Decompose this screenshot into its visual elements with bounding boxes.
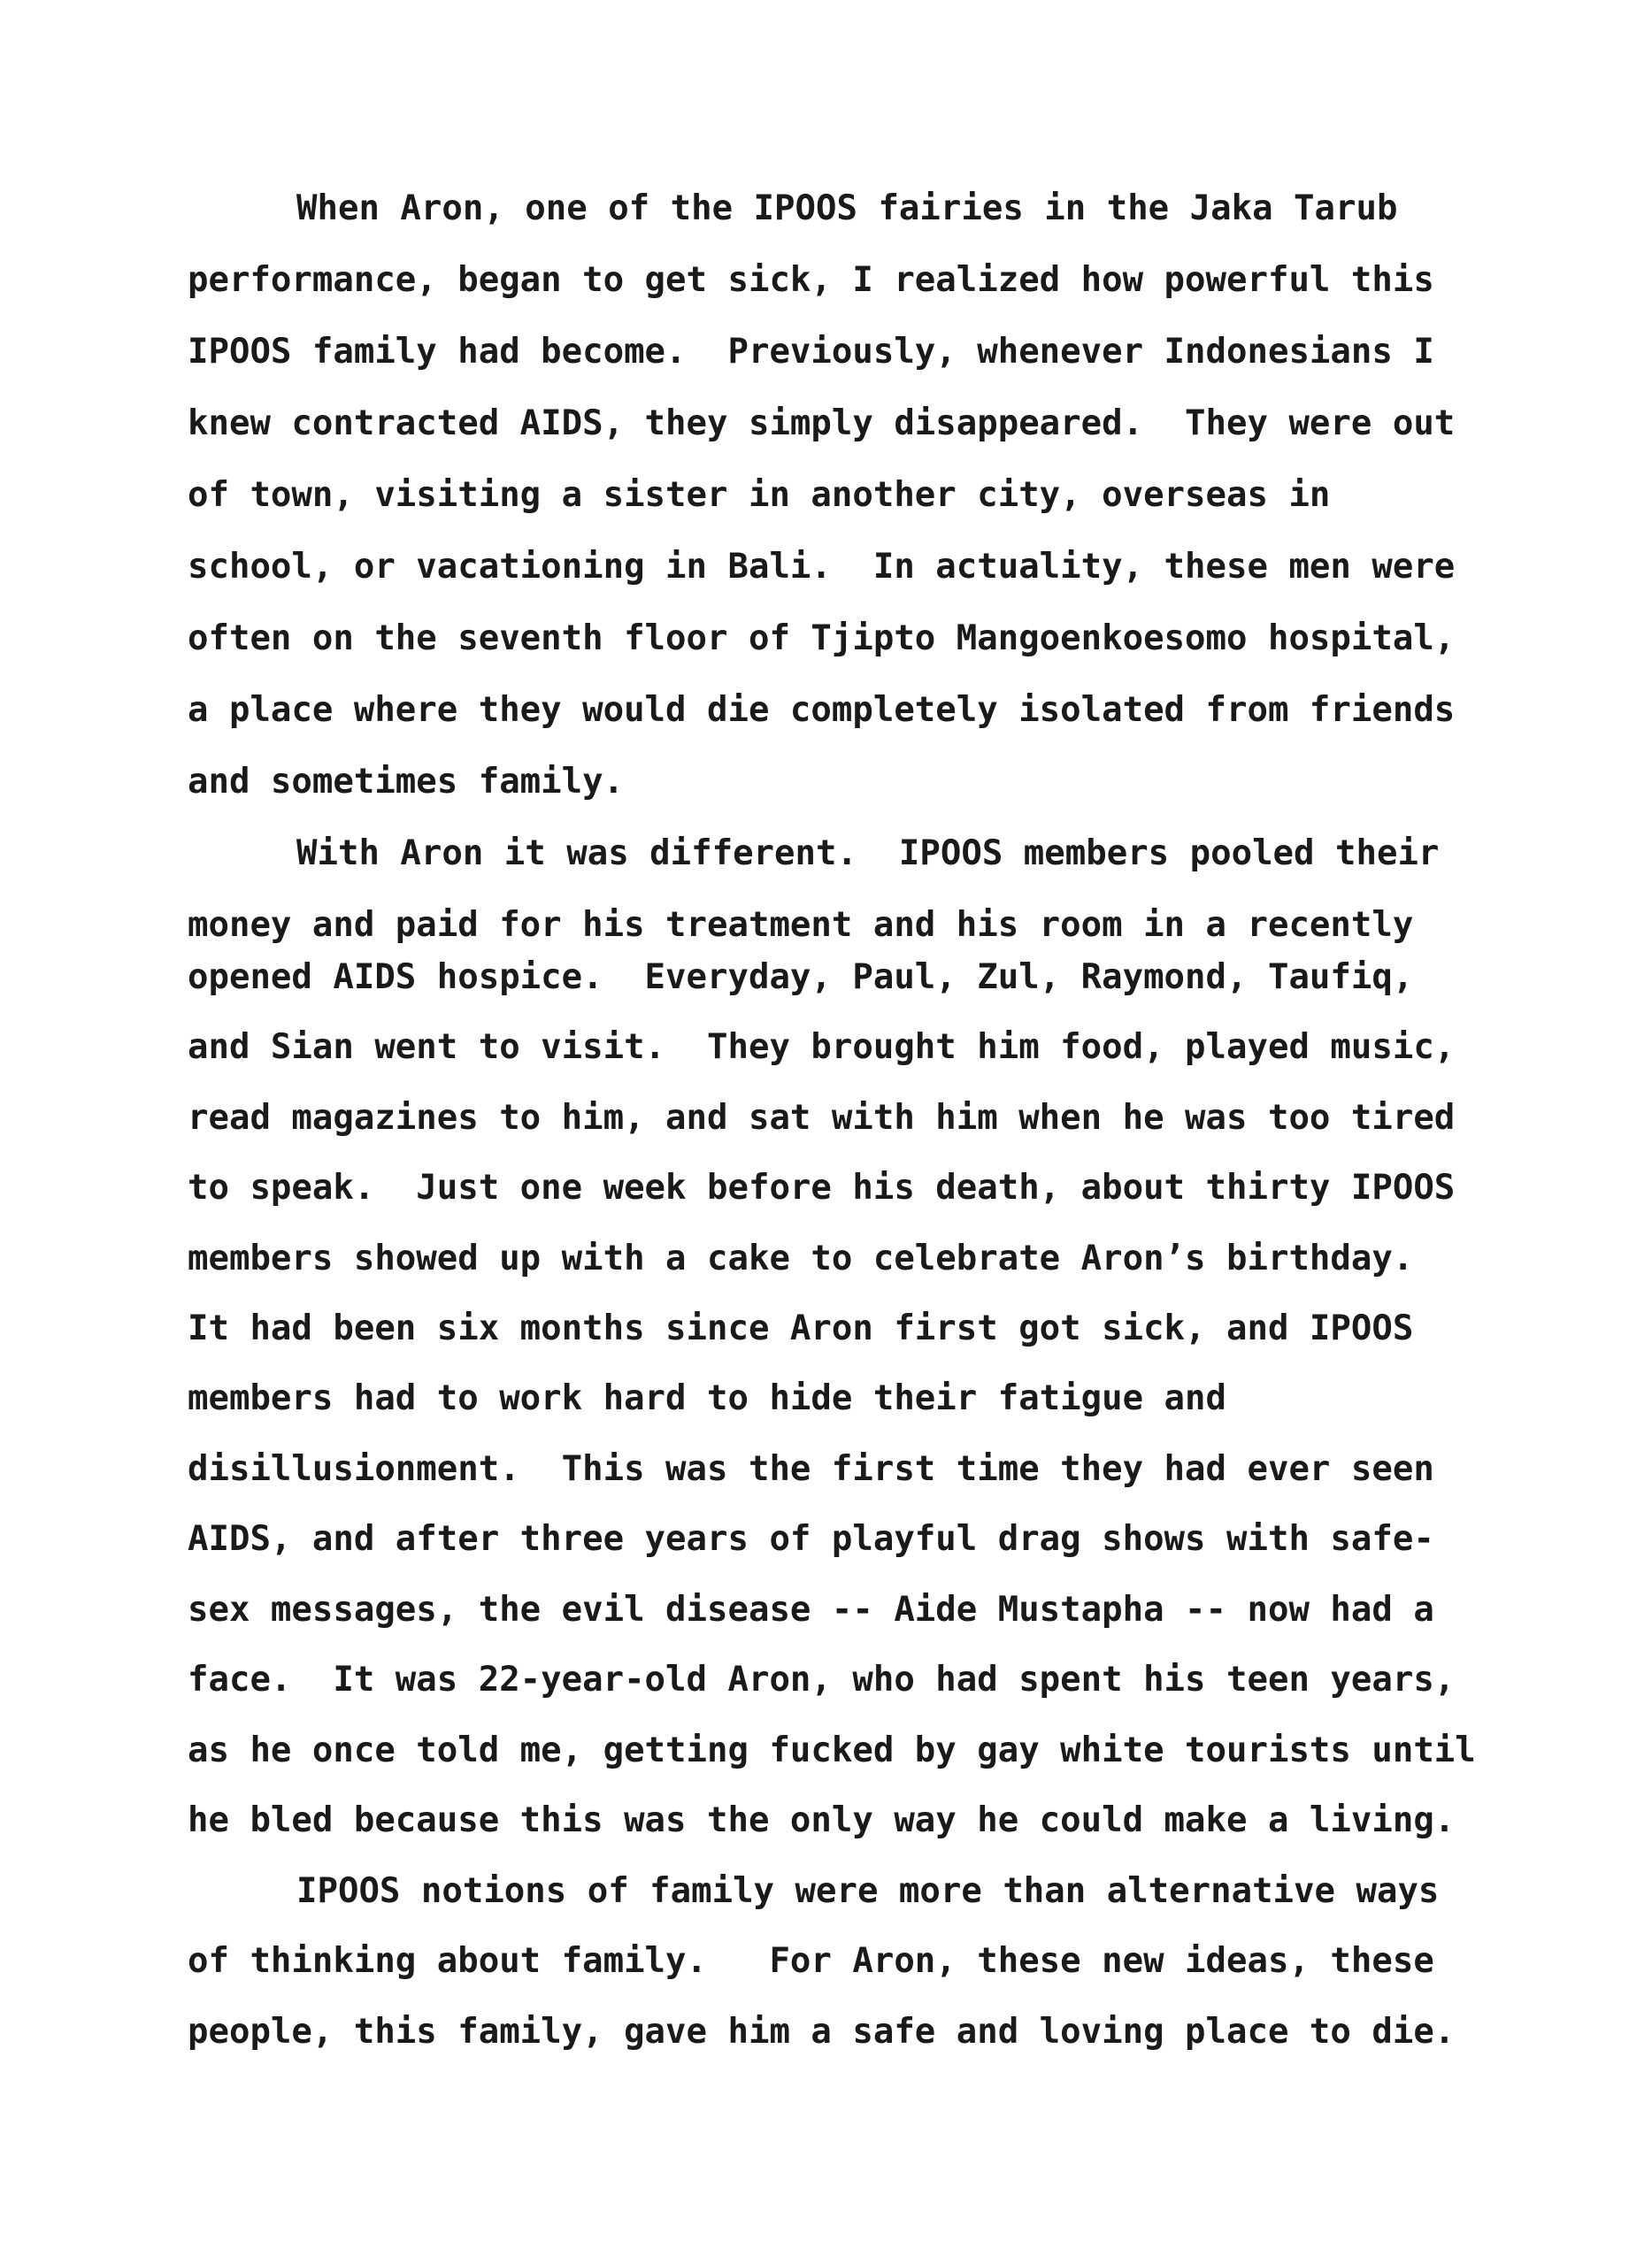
- paragraph-3-line-3: people, this family, gave him a safe and loving place to die.: [188, 2012, 1456, 2052]
- paragraph-2-line-12: sex messages, the evil disease -- Aide Mustapha -- now had a: [188, 1590, 1434, 1630]
- paragraph-2-line-7: members showed up with a cake to celebrate Aron’s birthday.: [188, 1239, 1414, 1278]
- paragraph-1-line-5: of town, visiting a sister in another city, overseas in: [188, 475, 1331, 515]
- paragraph-1-line-8: a place where they would die completely isolated from friends: [188, 690, 1456, 730]
- paragraph-2-line-2: money and paid for his treatment and his room in a recently: [188, 905, 1414, 945]
- paragraph-3-line-2: of thinking about family. For Aron, these new ideas, these: [188, 1941, 1434, 1981]
- paragraph-1-line-4: knew contracted AIDS, they simply disappeared. They were out: [188, 403, 1456, 443]
- paragraph-2-line-11: AIDS, and after three years of playful drag shows with safe-: [188, 1519, 1434, 1559]
- paragraph-1-line-1: When Aron, one of the IPOOS fairies in the Jaka Tarub: [296, 188, 1398, 228]
- paragraph-2-line-6: to speak. Just one week before his death, about thirty IPOOS: [188, 1168, 1456, 1208]
- paragraph-1-line-6: school, or vacationing in Bali. In actuality, these men were: [188, 547, 1456, 587]
- paragraph-1-line-9: and sometimes family.: [188, 762, 625, 802]
- paragraph-2-line-8: It had been six months since Aron first got sick, and IPOOS: [188, 1309, 1414, 1348]
- paragraph-2-line-3: opened AIDS hospice. Everyday, Paul, Zul, Raymond, Taufiq,: [188, 957, 1414, 997]
- paragraph-1-line-3: IPOOS family had become. Previously, whenever Indonesians I: [188, 332, 1434, 372]
- paragraph-2-line-15: he bled because this was the only way he could make a living.: [188, 1800, 1456, 1840]
- paragraph-2-line-10: disillusionment. This was the first time they had ever seen: [188, 1449, 1434, 1489]
- paragraph-2-line-1: With Aron it was different. IPOOS members pooled their: [296, 833, 1440, 873]
- paragraph-2-line-9: members had to work hard to hide their fatigue and: [188, 1378, 1226, 1418]
- paragraph-2-line-14: as he once told me, getting fucked by gay white tourists until: [188, 1731, 1476, 1770]
- paragraph-2-line-4: and Sian went to visit. They brought him food, played music,: [188, 1027, 1456, 1067]
- paragraph-3-line-1: IPOOS notions of family were more than alternative ways: [296, 1871, 1440, 1911]
- paragraph-1-line-2: performance, began to get sick, I realized how powerful this: [188, 260, 1434, 300]
- paragraph-2-line-13: face. It was 22-year-old Aron, who had spent his teen years,: [188, 1660, 1456, 1700]
- paragraph-2-line-5: read magazines to him, and sat with him when he was too tired: [188, 1098, 1456, 1138]
- paragraph-1-line-7: often on the seventh floor of Tjipto Mangoenkoesomo hospital,: [188, 618, 1456, 658]
